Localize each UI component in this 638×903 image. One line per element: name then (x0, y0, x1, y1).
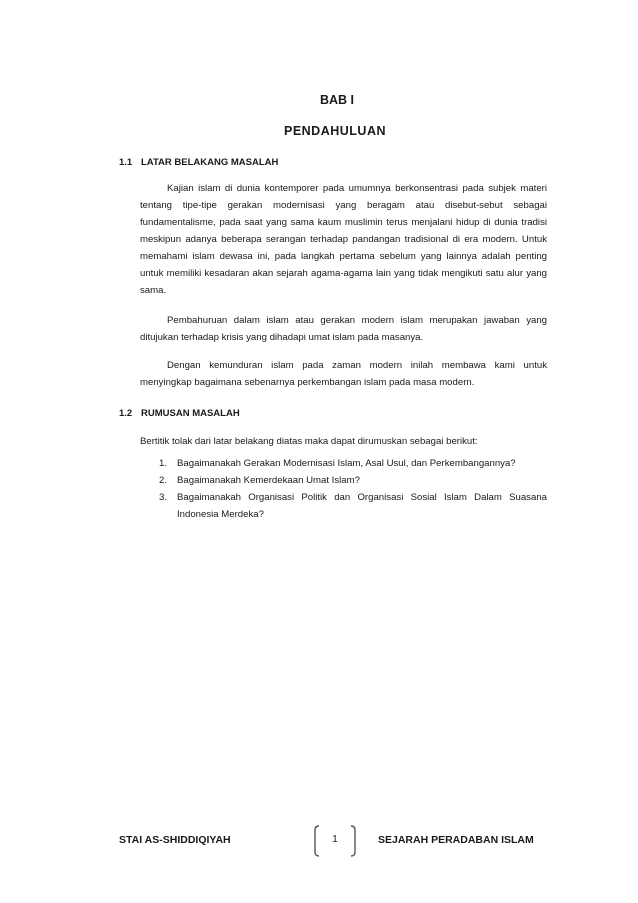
page-number-box (312, 824, 358, 858)
page-number: 1 (332, 834, 338, 845)
list-item-text: Bagaimanakah Kemerdekaan Umat Islam? (177, 475, 360, 486)
paragraph (140, 180, 547, 299)
paragraph-text: Kajian islam di dunia kontemporer pada umumnya berkonsentrasi pada subjek materi tentang tipe-tipe gerakan modernisasi yang beragam atau disebut-sebut sebagai fundamentalisme, pada saat yang sama kaum muslimin terus menjalani hidup di dunia tradisi meskipun adanya beberapa serangan terhadap pandangan tradisional di era modern. Untuk memahami islam dewasa ini, pada langkah pertama sebelum yang lainnya adalah penting untuk memiliki kesadaran akan sejarah agama-agama lain yang tidak mengikuti satu alur yang sama. (140, 183, 547, 296)
problem-list (140, 455, 547, 523)
list-item-number: 1. (159, 458, 168, 469)
section-title: RUMUSAN MASALAH (141, 408, 240, 419)
section-number: 1.2 (119, 408, 133, 419)
chapter-number: BAB I (319, 93, 355, 107)
paragraph (140, 312, 547, 346)
list-item-text: Bagaimanakah Organisasi Politik dan Organisasi Sosial Islam Dalam Suasana Indonesia Merdeka? (177, 492, 547, 520)
paragraph-text: Pembahuruan dalam islam atau gerakan modern islam merupakan jawaban yang ditujukan terhadap krisis yang dihadapi umat islam pada masanya. (140, 315, 547, 343)
paragraph-text: Dengan kemunduran islam pada zaman modern inilah membawa kami untuk menyingkap bagaimana sebenarnya perkembangan islam pada masa modern. (140, 360, 547, 388)
section-heading-2 (119, 408, 240, 419)
list-intro: Bertitik tolak dari latar belakang diatas maka dapat dirumuskan sebagai berikut: (140, 436, 478, 447)
chapter-title: PENDAHULUAN (283, 124, 387, 138)
list-item-text: Bagaimanakah Gerakan Modernisasi Islam, Asal Usul, dan Perkembangannya? (177, 458, 516, 469)
section-title: LATAR BELAKANG MASALAH (141, 157, 279, 168)
section-heading-1 (119, 157, 278, 168)
paragraph (140, 357, 547, 391)
footer-institution: STAI AS-SHIDDIQIYAH (119, 834, 231, 846)
section-number: 1.1 (119, 157, 133, 168)
list-item-number: 2. (159, 475, 168, 486)
list-item (140, 455, 547, 472)
footer-course: SEJARAH PERADABAN ISLAM (378, 834, 534, 846)
list-item (140, 472, 547, 489)
list-item (140, 489, 547, 523)
list-item-number: 3. (159, 492, 168, 503)
